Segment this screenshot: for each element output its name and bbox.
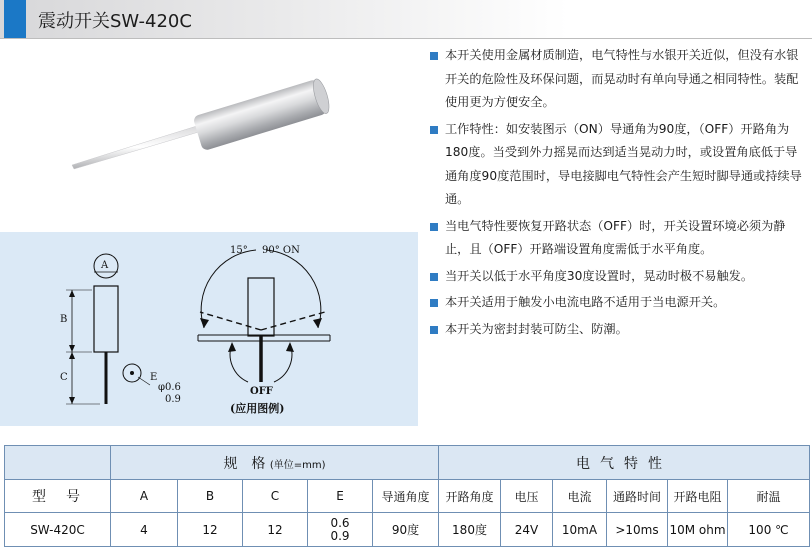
dim-e-value-2: 0.9 <box>165 394 181 405</box>
column-header: B <box>178 480 243 513</box>
cell-off-angle: 180度 <box>439 513 501 547</box>
diagram-drawing <box>0 232 418 426</box>
cell-temp: 100 ℃ <box>728 513 810 547</box>
column-header: 电流 <box>553 480 607 513</box>
table-group-header-row <box>5 446 810 480</box>
header-divider <box>0 38 812 39</box>
cell-resistance: 10M ohm <box>668 513 728 547</box>
column-header: E <box>308 480 373 513</box>
cell-e: 0.6 0.9 <box>308 513 373 547</box>
cell-current: 10mA <box>553 513 607 547</box>
angle-90-on-label: 90° ON <box>262 245 300 256</box>
bullet-square-icon <box>430 299 438 307</box>
electrical-group-header: 电气特性 <box>439 446 810 480</box>
column-header: 导通角度 <box>373 480 439 513</box>
feature-item: 本开关为密封封装可防尘、防潮。 <box>428 318 808 342</box>
column-header: 开路角度 <box>439 480 501 513</box>
cell-a: 4 <box>111 513 178 547</box>
dim-label-e: E <box>150 372 158 383</box>
angle-15-label: 15° <box>230 245 248 256</box>
column-header: C <box>243 480 308 513</box>
page-header <box>0 0 812 38</box>
cell-on-angle: 90度 <box>373 513 439 547</box>
feature-item: 当开关以低于水平角度30度设置时，晃动时极不易触发。 <box>428 265 808 289</box>
feature-item: 工作特性：如安装图示（ON）导通角为90度，（OFF）开路角为180度。当受到外力摇晃而达到适当晃动力时，或设置角底低于导通角度90度范围时，导电接脚电气特性会产生短时脚导通或持续导通。 <box>428 118 808 212</box>
bullet-square-icon <box>430 52 438 60</box>
bullet-square-icon <box>430 223 438 231</box>
feature-item: 本开关使用金属材质制造，电气特性与水银开关近似，但没有水银开关的危险性及环保问题，而晃动时有单向导通之相同特性。装配使用更为方便安全。 <box>428 44 808 115</box>
diagram-caption: (应用图例) <box>230 402 285 415</box>
model-column-header: 型 号 <box>5 480 111 513</box>
cell-voltage: 24V <box>501 513 553 547</box>
table-corner-cell <box>5 446 111 480</box>
feature-item: 本开关适用于触发小电流电路不适用于当电源开关。 <box>428 291 808 315</box>
column-header: A <box>111 480 178 513</box>
column-header: 电压 <box>501 480 553 513</box>
dim-label-a: A <box>101 260 109 271</box>
cell-c: 12 <box>243 513 308 547</box>
cylinder-body <box>193 77 333 151</box>
header-accent-bar <box>4 0 26 38</box>
feature-item: 当电气特性要恢复开路状态（OFF）时，开关设置环境必须为静止，且（OFF）开路端设置角度需低于水平角度。 <box>428 215 808 262</box>
cell-time: >10ms <box>607 513 668 547</box>
column-header: 耐温 <box>728 480 810 513</box>
bullet-square-icon <box>430 126 438 134</box>
column-header: 通路时间 <box>607 480 668 513</box>
table-column-header-row <box>5 480 810 513</box>
bullet-square-icon <box>430 326 438 334</box>
product-photo <box>60 55 350 185</box>
off-label: OFF <box>250 386 273 397</box>
dimension-diagram <box>0 232 418 426</box>
feature-list <box>428 44 808 344</box>
dim-e-value-1: φ0.6 <box>158 382 181 393</box>
spec-table <box>4 445 810 547</box>
dim-label-b: B <box>60 314 68 325</box>
bullet-square-icon <box>430 273 438 281</box>
column-header: 开路电阻 <box>668 480 728 513</box>
cell-model: SW-420C <box>5 513 111 547</box>
dim-label-c: C <box>60 372 68 383</box>
spec-group-header: 规 格 (单位=mm) <box>111 446 439 480</box>
table-row <box>5 513 810 547</box>
wire-lead <box>72 125 202 169</box>
cell-b: 12 <box>178 513 243 547</box>
page-title: 震动开关SW-420C <box>38 11 192 32</box>
